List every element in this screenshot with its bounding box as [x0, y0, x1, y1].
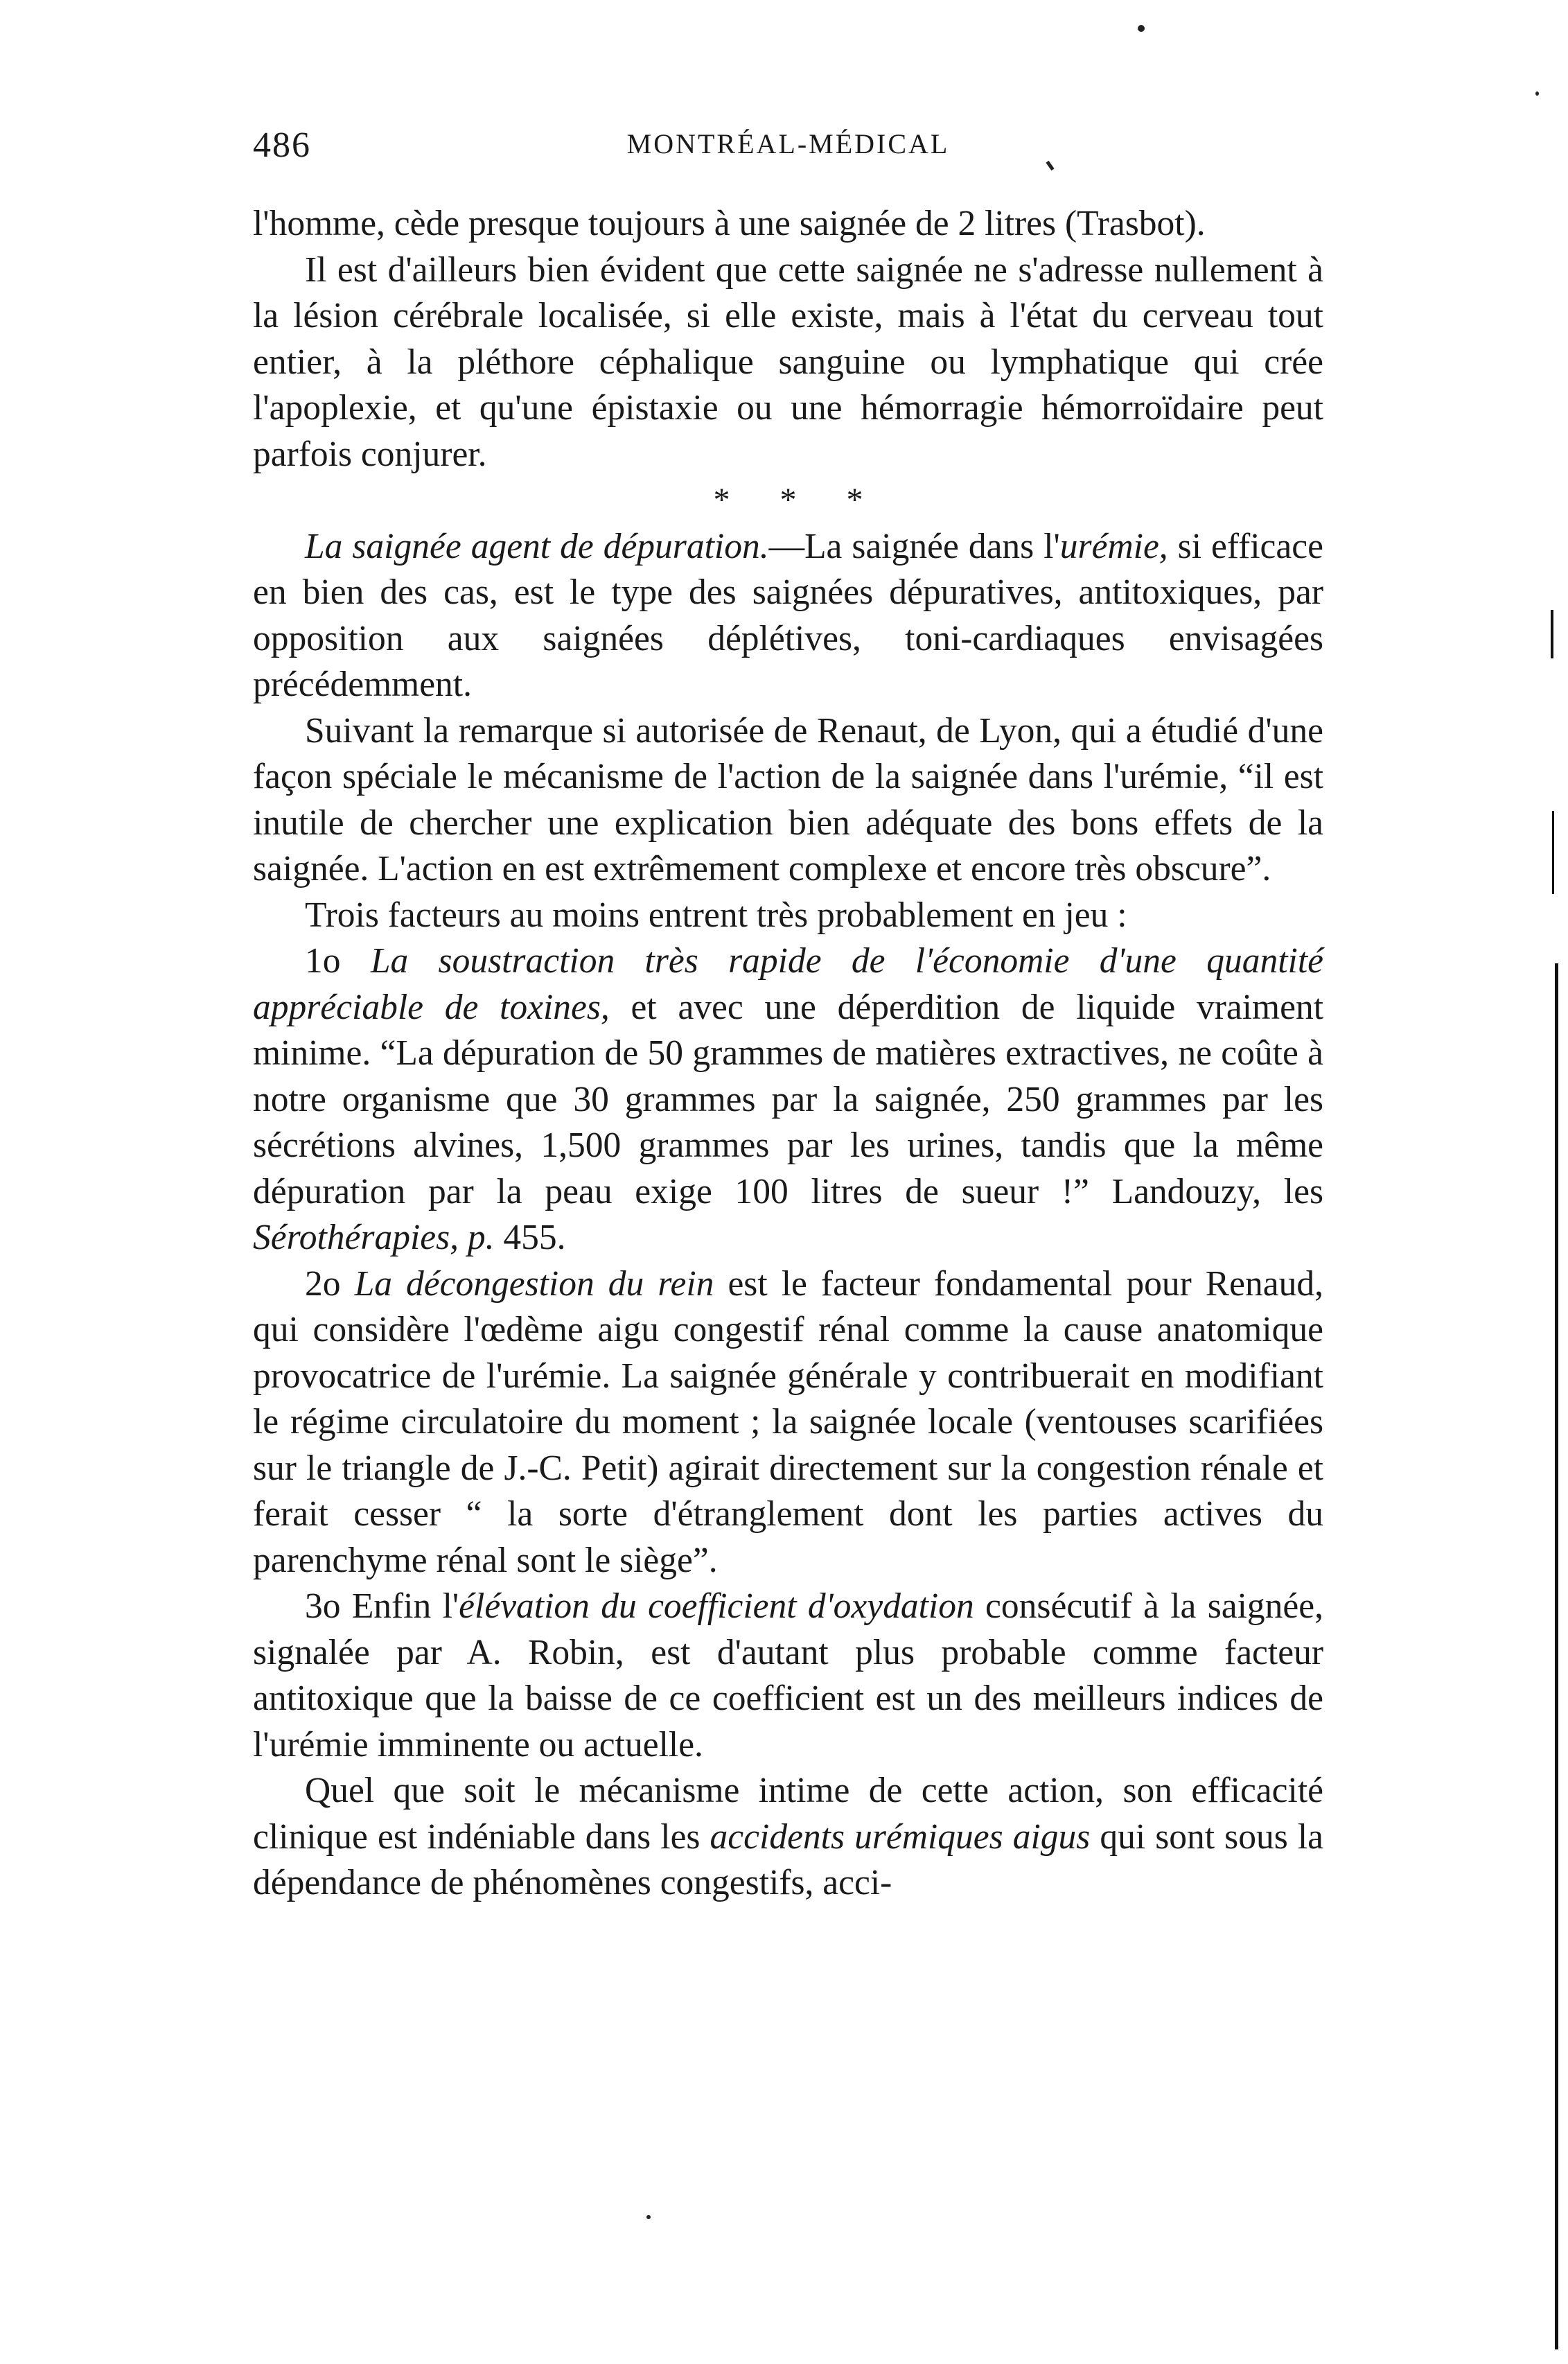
- scan-edge-mark: [1551, 610, 1553, 658]
- page-header: [253, 125, 1323, 180]
- text-run: consécutif à la saignée, signalée par A. Robin, est d'autant plus probable comme facteur antitoxique que la baisse de ce coefficient est un des meilleurs indices de l'urémie imminente ou actuelle.: [253, 1586, 1323, 1765]
- text-run: —La saignée dans l': [768, 526, 1060, 566]
- italic-text-run: accidents urémiques aigus: [710, 1816, 1091, 1857]
- italic-text-run: La saignée agent de dépuration.: [305, 526, 769, 566]
- body-paragraph: [253, 893, 1323, 939]
- body-paragraph: [253, 1768, 1323, 1907]
- body-paragraph: [253, 524, 1323, 708]
- italic-text-run: La décongestion du rein: [354, 1263, 714, 1304]
- text-run: qui sont sous la dépendance de phénomènes congestifs, acci-: [253, 1816, 1323, 1902]
- body-paragraph: [253, 1261, 1323, 1584]
- text-run: est le facteur fondamental pour Renaud, qui considère l'œdème aigu congestif rénal comme la cause anatomique provocatrice de l'urémie. La saignée générale y contribuerait en modifiant le régime circulatoire du moment ; la saignée locale (ventouses scarifiées sur le triangle de J.-C. Petit) agirait directement sur la congestion rénale et ferait cesser “ la sorte d'étranglement dont les parties actives du parenchyme rénal sont le siège”.: [253, 1263, 1323, 1580]
- text-run: et avec une déperdition de liquide vraiment minime. “La dépuration de 50 grammes de matières extractives, ne coûte à notre organisme que 30 grammes par la saignée, 250 grammes par les sécrétions alvines, 1,500 grammes par les urines, tandis que la même dépuration par la peau exige 100 litres de sueur !” Landouzy, les: [253, 987, 1324, 1211]
- running-head: MONTRÉAL-MÉDICAL: [626, 128, 950, 159]
- text-run: Quel que soit le mécanisme intime de cette action, son efficacité clinique est indéniable dans les: [253, 1771, 1323, 1857]
- italic-text-run: Sérothérapies, p.: [253, 1218, 495, 1257]
- text-run: 1o: [305, 941, 371, 981]
- scan-edge-mark: [1552, 811, 1554, 894]
- text-run: Il est d'ailleurs bien évident que cette saignée ne s'adresse nullement à la lésion cérébrale localisée, si elle existe, mais à l'état du cerveau tout entier, à la pléthore céphalique sanguine ou lymphatique qui crée l'apoplexie, et qu'une épistaxie ou une hémorragie hémorroïdaire peut parfois conjurer.: [253, 249, 1323, 474]
- page-body: [253, 201, 1323, 1907]
- scan-speck: [646, 2215, 651, 2219]
- body-paragraph: [253, 1584, 1323, 1768]
- text-run: 455.: [494, 1218, 566, 1257]
- body-paragraph: [253, 247, 1323, 478]
- section-separator: * * *: [713, 482, 884, 518]
- text-run: 3o Enfin l': [305, 1586, 459, 1626]
- scan-speck: [1535, 91, 1539, 96]
- body-paragraph: [253, 938, 1323, 1261]
- text-run: 2o: [305, 1263, 355, 1304]
- text-run: Suivant la remarque si autorisée de Renaut, de Lyon, qui a étudié d'une façon spéciale le mécanisme de l'action de la saignée dans l'urémie, “il est inutile de chercher une explication bien adéquate des bons effets de la saignée. L'action en est extrêmement complexe et encore très obscure”.: [253, 710, 1323, 888]
- scan-speck: [1138, 25, 1145, 32]
- text-run: si efficace en bien des cas, est le type des saignées dépuratives, antitoxiques, par opposition aux saignées déplétives, toni-cardiaques envisagées précédemment.: [253, 526, 1323, 704]
- text-run: l'homme, cède presque toujours à une saignée de 2 litres (Trasbot).: [253, 204, 1206, 243]
- scan-edge-line: [1555, 963, 1558, 2349]
- italic-text-run: élévation du coefficient d'oxydation: [459, 1586, 974, 1626]
- body-paragraph: [253, 708, 1323, 893]
- body-paragraph: [253, 201, 1323, 247]
- italic-text-run: La soustraction très rapide de l'économie d'une quantité appréciable de toxines,: [253, 941, 1324, 1027]
- text-run: Trois facteurs au moins entrent très probablement en jeu :: [305, 895, 1127, 935]
- page-number: 486: [253, 125, 311, 165]
- italic-text-run: urémie,: [1059, 526, 1168, 566]
